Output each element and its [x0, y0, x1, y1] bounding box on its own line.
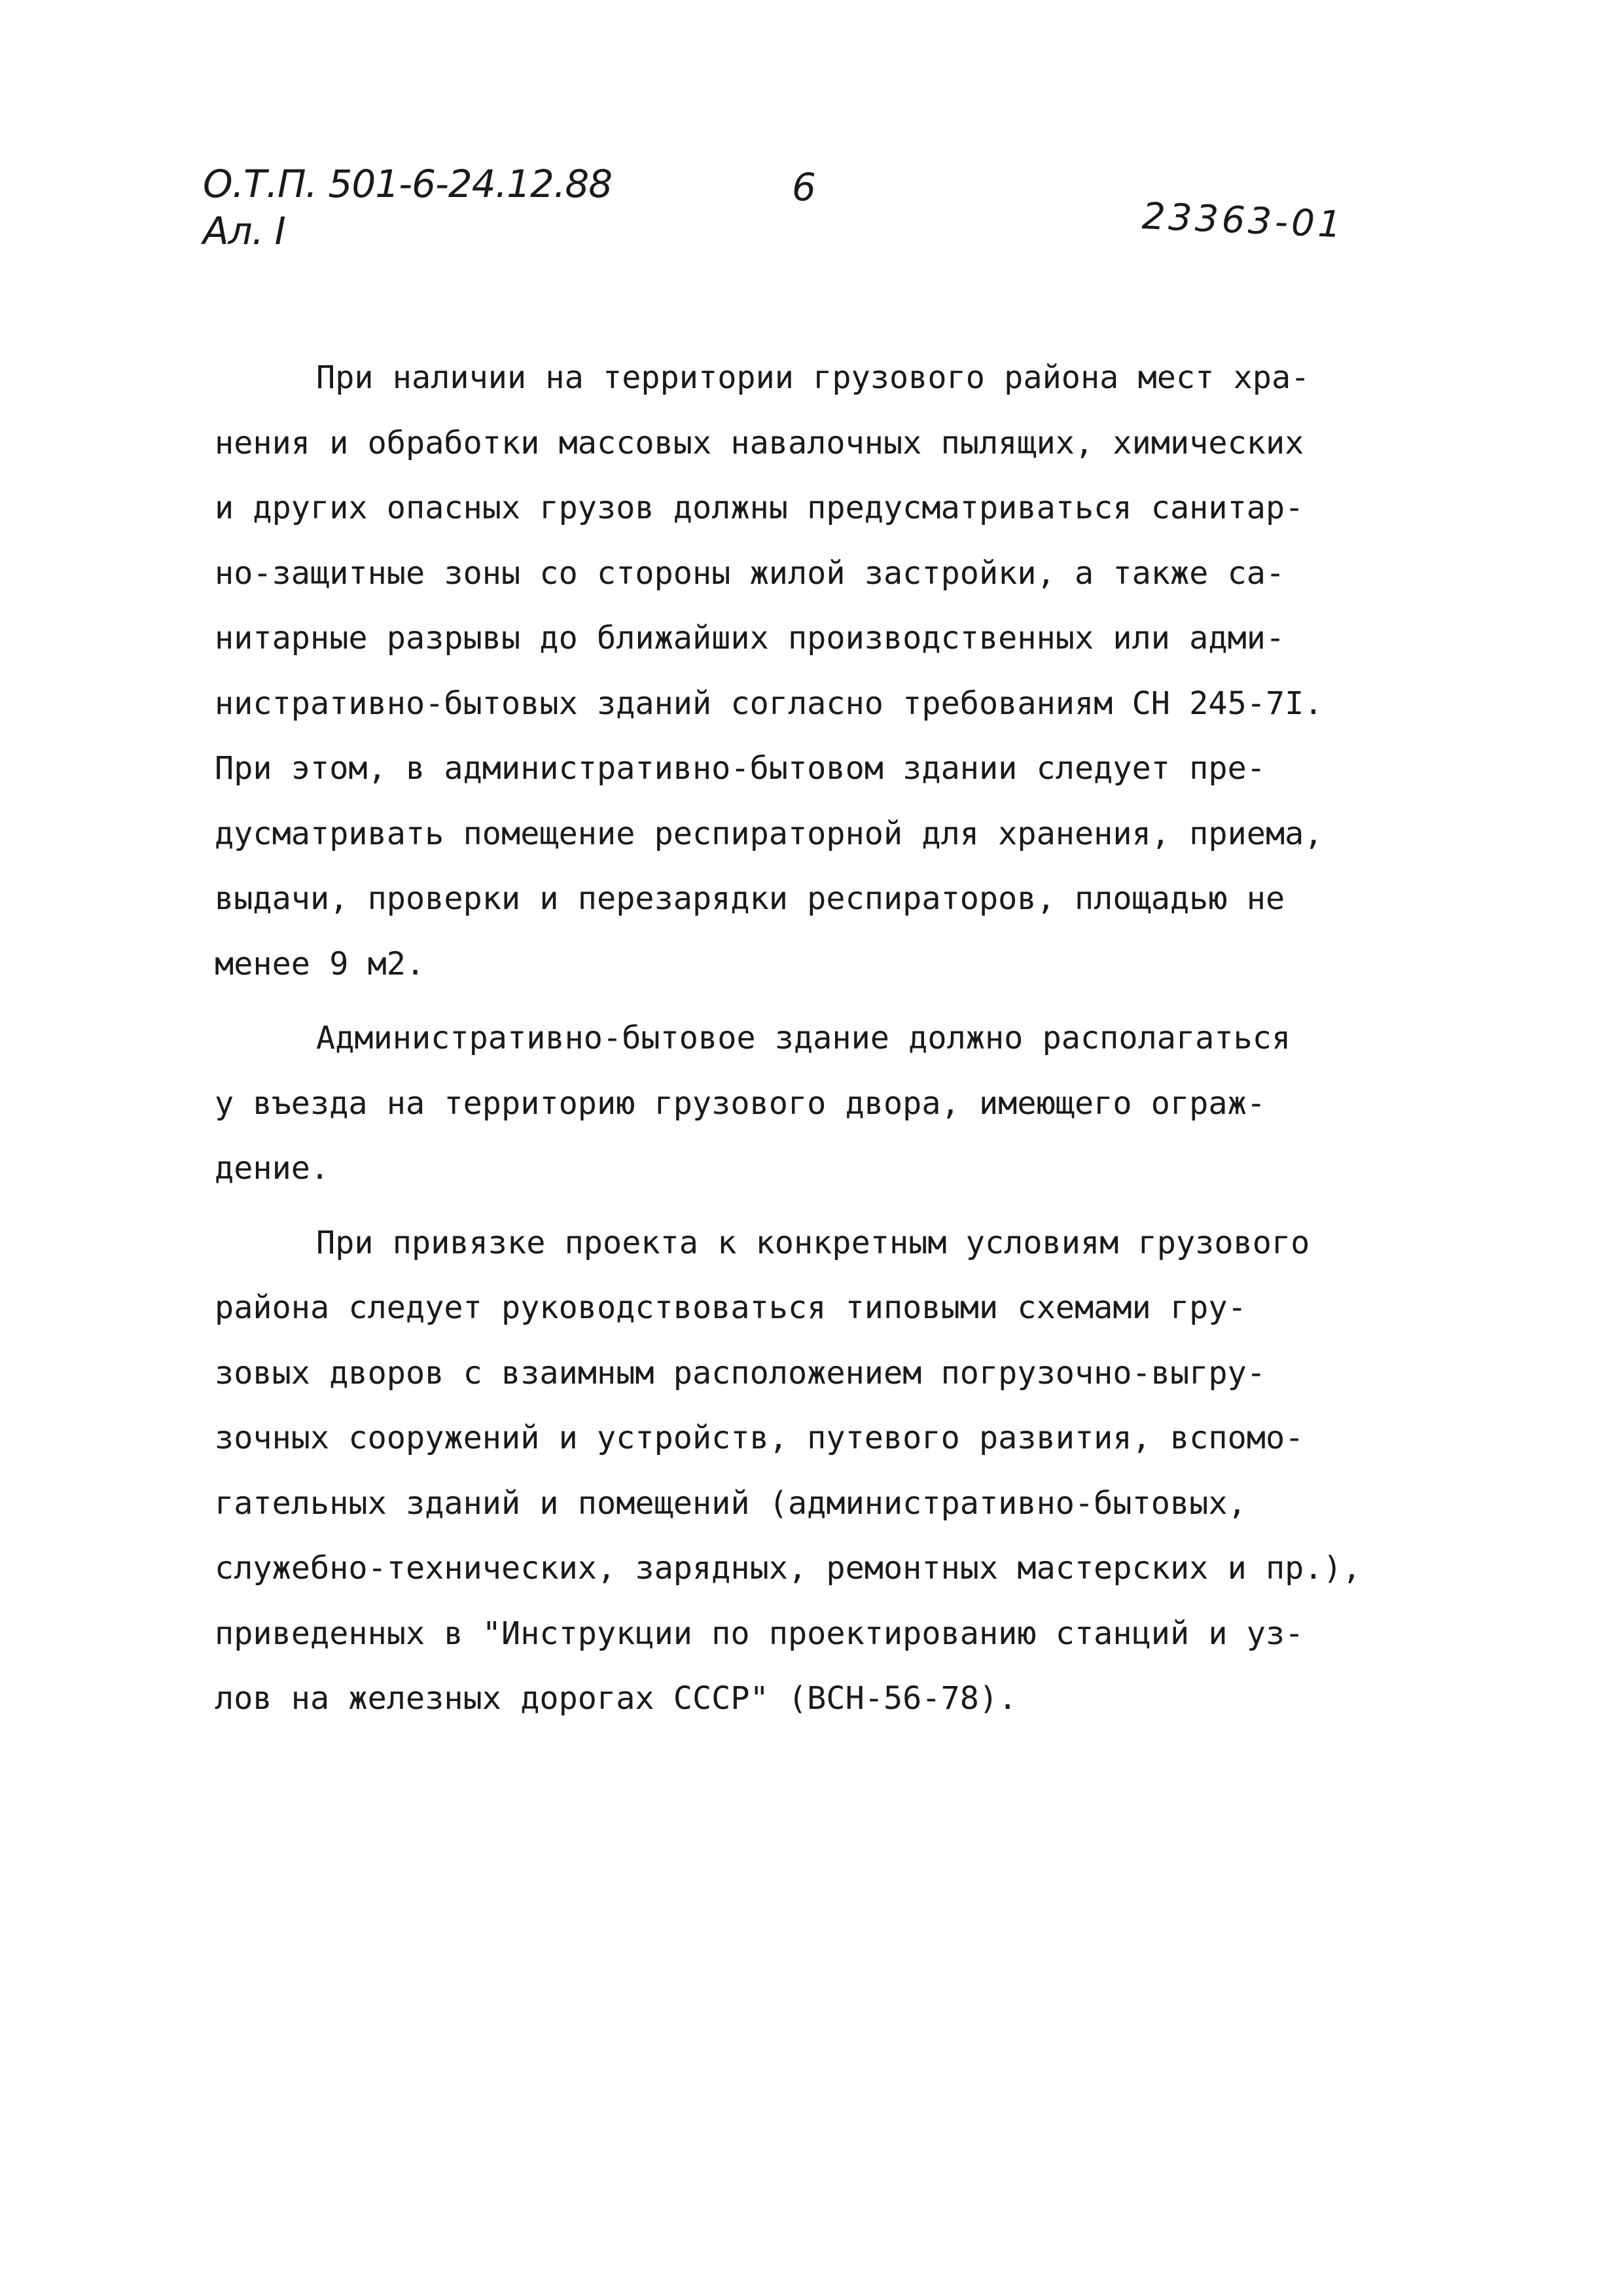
text-line: приведенных в "Инструкции по проектированию станций и уз- [215, 1615, 1304, 1652]
text-line: При привязке проекта к конкретным условиям грузового [316, 1224, 1310, 1261]
text-line: гательных зданий и помещений (административно-бытовых, [215, 1484, 1247, 1522]
text-line: выдачи, проверки и перезарядки респираторов, площадью не [215, 880, 1285, 917]
text-line: дение. [215, 1150, 330, 1187]
text-line: служебно-технических, зарядных, ремонтных мастерских и пр.), [215, 1550, 1361, 1587]
text-line: нитарные разрывы до ближайших производственных или адми- [215, 620, 1285, 656]
text-line: При этом, в административно-бытовом здании следует пре- [215, 750, 1266, 787]
body-text [215, 346, 1471, 1732]
album-number: Ал. I [203, 209, 285, 253]
paragraph [215, 1006, 1471, 1202]
paragraph [215, 1211, 1471, 1732]
text-line: менее 9 м2. [215, 945, 425, 982]
document-code: 23363-01 [1141, 195, 1346, 247]
text-line: нения и обработки массовых навалочных пылящих, химических [215, 424, 1304, 461]
text-line: у въезда на территорию грузового двора, имеющего ограж- [215, 1085, 1266, 1122]
text-line: Административно-бытовое здание должно располагаться [316, 1020, 1291, 1056]
text-line: зочных сооружений и устройств, путевого развития, вспомо- [215, 1420, 1304, 1456]
text-line: дусматривать помещение респираторной для хранения, приема, [215, 815, 1323, 852]
document-designation [203, 160, 612, 255]
text-line: При наличии на территории грузового района мест хра- [316, 359, 1310, 396]
paragraph [215, 346, 1471, 997]
text-line: но-защитные зоны со стороны жилой застройки, а также са- [215, 554, 1285, 592]
text-line: нистративно-бытовых зданий согласно требованиям СН 245-7I. [215, 685, 1323, 722]
page-number: 6 [792, 165, 816, 209]
designation-code: О.Т.П. 501-6-24.12.88 [203, 162, 613, 206]
text-line: и других опасных грузов должны предусматриваться санитар- [215, 490, 1304, 526]
text-line: зовых дворов с взаимным расположением погрузочно-выгру- [215, 1354, 1266, 1391]
text-line: района следует руководствоваться типовыми схемами гру- [215, 1289, 1247, 1326]
text-line: лов на железных дорогах СССР" (ВСН-56-78). [215, 1680, 1018, 1717]
